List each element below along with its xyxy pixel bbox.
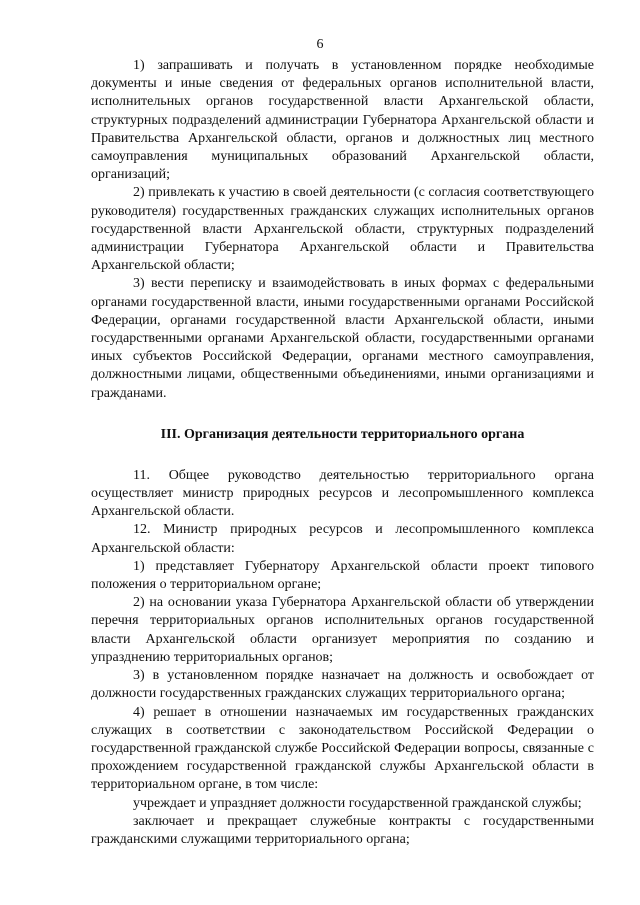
- page-number: 6: [316, 37, 324, 52]
- paragraph-clause-12-item-4: 4) решает в отношении назначаемых им государственных гражданских служащих в соответствии с законодательством Российской Федерации о государственной гражданской службе Российской Федерации вопросы, связанные с прохождением государственной гражданской службы Архангельской области в территориальном органе, в том числе:: [91, 704, 594, 793]
- paragraph-clause-12: 12. Министр природных ресурсов и лесопромышленного комплекса Архангельской области:: [91, 522, 594, 556]
- paragraph-clause-12-item-3: 3) в установленном порядке назначает на должность и освобождает от должности государственных гражданских служащих территориального органа;: [91, 668, 594, 702]
- document-body: [91, 57, 594, 849]
- paragraph-clause-11: 11. Общее руководство деятельностью территориального органа осуществляет министр природных ресурсов и лесопромышленного комплекса Архангельской области.: [91, 467, 594, 520]
- paragraph-clause-12-item-2: 2) на основании указа Губернатора Архангельской области об утверждении перечня территориальных органов исполнительных органов государственной власти Архангельской области организует мероприятия по созданию и упразднению территориальных органов;: [91, 595, 594, 665]
- section-heading: III. Организация деятельности территориального органа: [160, 426, 525, 442]
- paragraph-clause-12-item-1: 1) представляет Губернатору Архангельской области проект типового положения о территориальном органе;: [91, 558, 594, 593]
- paragraph-item-2: 2) привлекать к участию в своей деятельности (с согласия соответствующего руководителя) государственных гражданских служащих исполнительных органов государственной власти Архангельской области, структурных подразделений администрации Губернатора Архангельской области и Правительства Архангельской области;: [91, 185, 594, 274]
- paragraph-subitem-contracts: заключает и прекращает служебные контракты с государственными гражданскими служащими территориального органа;: [91, 813, 594, 847]
- paragraph-subitem-positions: учреждает и упраздняет должности государственной гражданской службы;: [133, 795, 582, 811]
- paragraph-item-1: 1) запрашивать и получать в установленном порядке необходимые документы и иные сведения от федеральных органов исполнительной власти, исполнительных органов государственной власти Архангельской области, структурных подразделений администрации Губернатора Архангельской области и Правительства Архангельской области, органов и должностных лиц местного самоуправления муниципальных образований Архангельской области, организаций;: [91, 58, 594, 183]
- paragraph-item-3: 3) вести переписку и взаимодействовать в иных формах с федеральными органами государственной власти, иными государственными органами Российской Федерации, органами государственной власти Архангельской области, иными государственными органами Архангельской области, государственными органами иных субъектов Российской Федерации, органами местного самоуправления, должностными лицами, общественными объединениями, иными организациями и гражданами.: [91, 276, 594, 401]
